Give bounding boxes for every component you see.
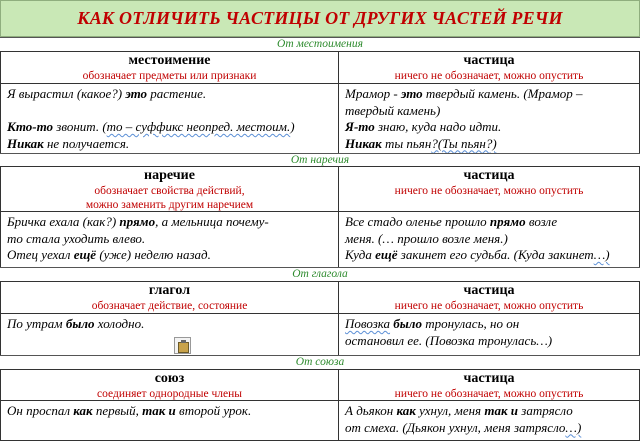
page-title: КАК ОТЛИЧИТЬ ЧАСТИЦЫ ОТ ДРУГИХ ЧАСТЕЙ РЕЧИ: [0, 0, 640, 37]
left-examples-cell: [0, 400, 339, 441]
right-example-line: [345, 136, 633, 153]
part-of-speech-heading: частица: [463, 168, 515, 183]
definition-text: можно заменить другим наречием: [85, 199, 254, 211]
right-examples-cell: [338, 83, 640, 154]
spellcheck-underlined-text: то – суффикс неопред. местоим.: [106, 119, 291, 134]
example-text: Куда: [345, 247, 376, 262]
left-example-line: [7, 247, 332, 264]
spellcheck-underlined-text: …): [593, 247, 610, 262]
example-text: А дьякон: [345, 403, 397, 418]
highlighted-word: Никак: [7, 135, 44, 151]
example-text: первый,: [92, 403, 143, 418]
left-header-cell: [0, 369, 339, 401]
example-text: По утрам: [7, 316, 66, 331]
left-header-cell: [0, 166, 339, 212]
left-example-line: [7, 86, 332, 103]
left-example-line: [7, 136, 332, 153]
example-text: ): [290, 119, 295, 134]
right-example-line: [345, 403, 633, 420]
highlighted-word: было: [65, 316, 95, 331]
right-header-cell: [338, 369, 640, 401]
highlighted-word: Никак: [345, 135, 382, 151]
example-text: знаю, куда надо идти.: [374, 119, 502, 134]
spellcheck-underlined-text: Повозка: [345, 316, 391, 331]
left-example-line: [7, 316, 332, 333]
example-text: растение.: [147, 86, 207, 101]
example-text: Бричка ехала (как?): [7, 214, 120, 229]
right-examples-cell: [338, 211, 640, 268]
example-text: Все стадо оленье прошло: [345, 214, 490, 229]
part-of-speech-heading: местоимение: [128, 53, 211, 68]
example-text: от смеха. (Дьякон ухнул, меня затрясло: [345, 419, 566, 435]
left-header-cell: [0, 51, 339, 84]
example-text: остановил ее. (Повозка тронулась…): [345, 332, 553, 348]
section-band-label: От глагола: [0, 267, 640, 281]
example-text: ты пьян: [381, 135, 432, 151]
example-text: , а мельница почему-: [155, 214, 269, 229]
right-header-cell: [338, 51, 640, 84]
definition-text: обозначает предметы или признаки: [82, 70, 257, 82]
right-example-line: [345, 231, 633, 248]
part-of-speech-heading: глагол: [148, 283, 191, 298]
right-header-cell: [338, 166, 640, 212]
example-text: Мрамор -: [345, 86, 401, 101]
example-text: твердый камень): [345, 102, 441, 118]
right-example-line: [345, 214, 633, 231]
spellcheck-underlined-text: …): [565, 419, 582, 435]
definition-text: соединяет однородные члены: [97, 388, 242, 400]
definition-text: обозначает свойства действий,: [94, 185, 245, 197]
example-text: тронулась, но он: [421, 316, 520, 331]
example-text: Отец уехал: [7, 247, 74, 262]
example-text: Он проспал: [7, 403, 74, 418]
highlighted-word: как: [73, 403, 93, 418]
right-example-line: [345, 247, 633, 264]
right-example-line: [345, 103, 633, 120]
definition-text: ничего не обозначает, можно опустить: [394, 185, 584, 197]
highlighted-word: как: [396, 403, 416, 418]
left-examples-cell: [0, 313, 339, 356]
part-of-speech-heading: союз: [154, 371, 185, 386]
example-text: Я вырастил (какое?): [7, 86, 126, 101]
definition-text: ничего не обозначает, можно опустить: [394, 70, 584, 82]
left-example-line: [7, 231, 332, 248]
highlighted-word: было: [393, 316, 422, 331]
example-text: затрясло: [518, 403, 573, 418]
example-text: ухнул, меня: [415, 403, 485, 418]
section-band-label: От наречия: [0, 153, 640, 167]
example-text: меня. (… прошло возле меня.): [345, 230, 508, 246]
example-text: возле: [525, 214, 558, 229]
example-text: второй урок.: [175, 403, 252, 418]
highlighted-word: Я-то: [345, 119, 375, 134]
example-text: закинет его судьба. (Куда закинет: [397, 247, 594, 262]
definition-text: обозначает действие, состояние: [91, 300, 248, 312]
highlighted-word: прямо: [489, 214, 526, 229]
example-text: холодно.: [94, 316, 145, 331]
left-header-cell: [0, 281, 339, 314]
highlighted-word: Кто-то: [7, 119, 54, 134]
highlighted-word: так и: [142, 403, 176, 418]
part-of-speech-heading: частица: [463, 53, 515, 68]
part-of-speech-heading: наречие: [144, 168, 195, 183]
definition-text: ничего не обозначает, можно опустить: [394, 388, 584, 400]
example-text: звонит. (: [53, 119, 107, 134]
left-examples-cell: [0, 211, 339, 268]
right-example-line: [345, 86, 633, 103]
paste-options-icon[interactable]: [174, 337, 191, 354]
example-text: не получается.: [43, 135, 130, 151]
left-examples-cell: [0, 83, 339, 154]
example-text: то стала уходить влево.: [7, 230, 146, 246]
right-examples-cell: [338, 313, 640, 356]
right-example-line: [345, 420, 633, 437]
left-example-line: [7, 403, 332, 420]
example-text: твердый камень. (Мрамор –: [422, 86, 583, 101]
section-band-label: От местоимения: [0, 37, 640, 51]
left-example-line: [7, 119, 332, 136]
left-example-line: [7, 103, 332, 120]
highlighted-word: ещё: [375, 247, 398, 262]
left-example-line: [7, 214, 332, 231]
right-example-line: [345, 316, 633, 333]
right-header-cell: [338, 281, 640, 314]
section-band-label: От союза: [0, 355, 640, 369]
definition-text: ничего не обозначает, можно опустить: [394, 300, 584, 312]
highlighted-word: прямо: [119, 214, 156, 229]
example-text: (уже) неделю назад.: [96, 247, 211, 262]
highlighted-word: так и: [484, 403, 519, 418]
highlighted-word: это: [125, 86, 148, 101]
part-of-speech-heading: частица: [463, 371, 515, 386]
part-of-speech-heading: частица: [463, 283, 515, 298]
highlighted-word: ещё: [73, 247, 97, 262]
highlighted-word: это: [400, 86, 423, 101]
right-examples-cell: [338, 400, 640, 441]
spellcheck-underlined-text: ?(Ты пьян?): [431, 135, 497, 151]
right-example-line: [345, 119, 633, 136]
right-example-line: [345, 333, 633, 350]
